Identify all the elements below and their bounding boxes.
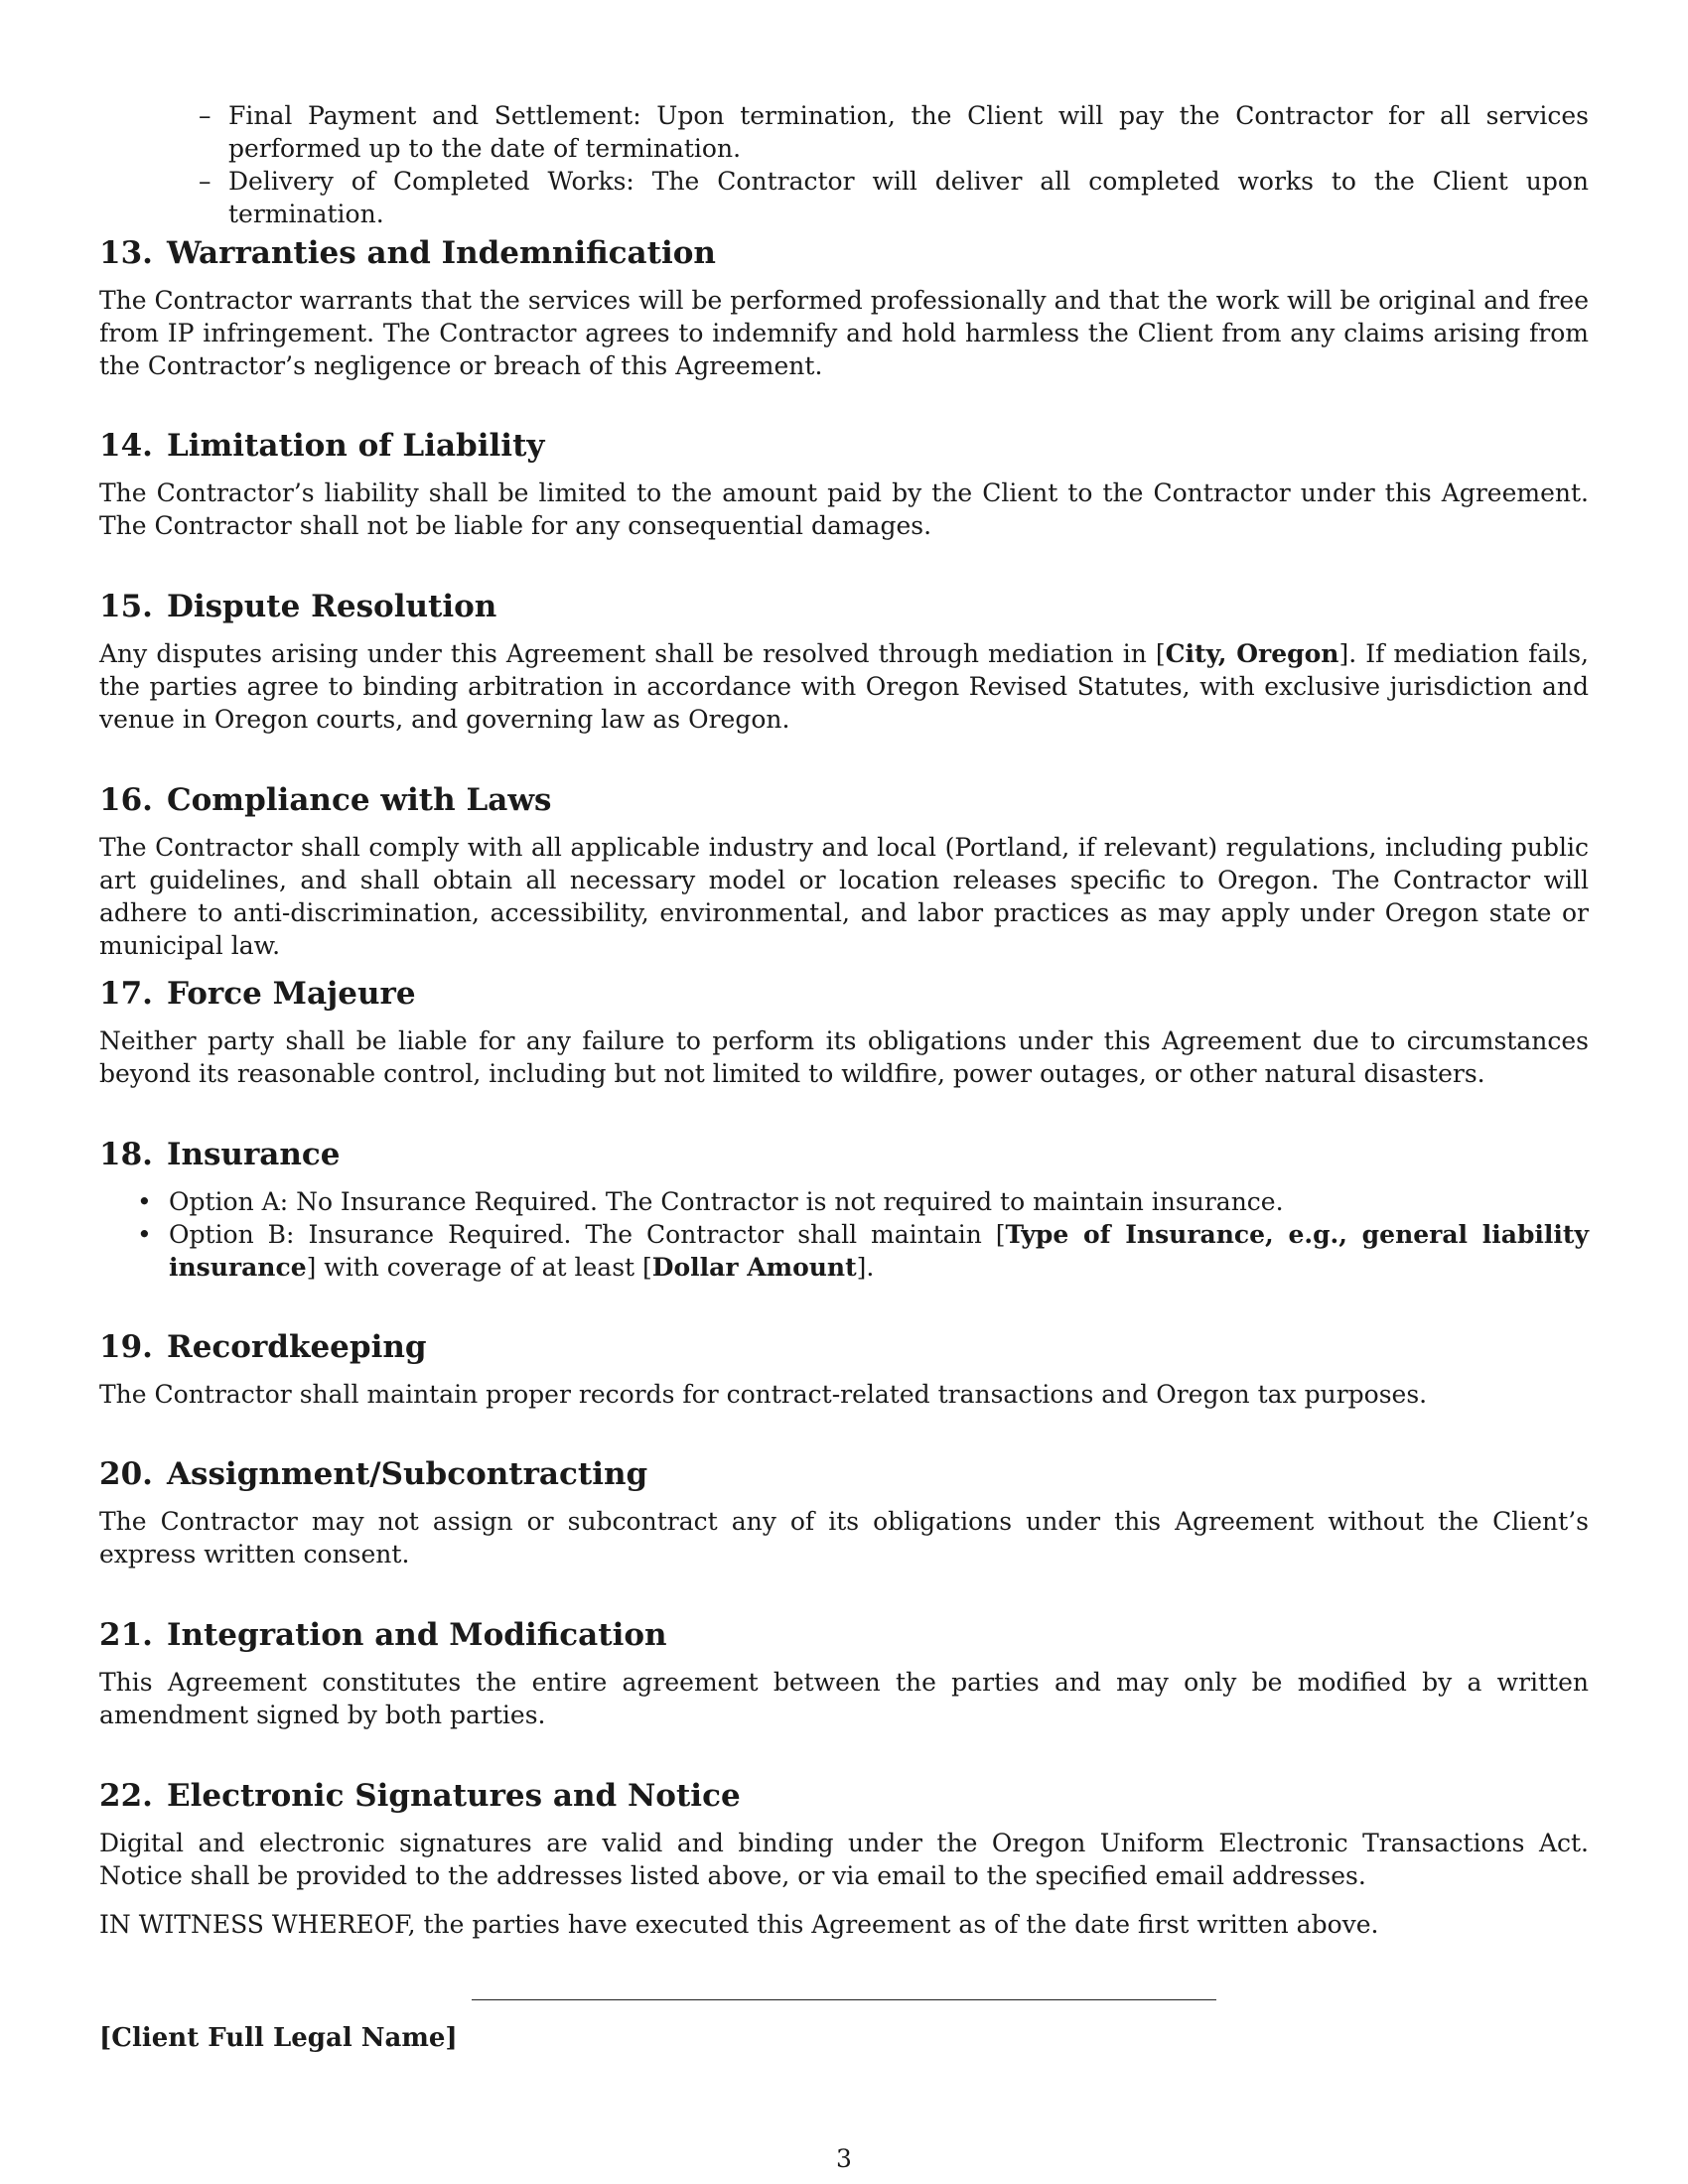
section-heading: 16. Compliance with Laws bbox=[99, 782, 552, 818]
section-22 bbox=[99, 1777, 1589, 1941]
section-heading: 17. Force Majeure bbox=[99, 976, 416, 1012]
section-heading: 21. Integration and Modification bbox=[99, 1617, 667, 1653]
section-heading: 18. Insurance bbox=[99, 1137, 341, 1172]
list-item: – Final Payment and Settlement: Upon termination, the Client will pay the Contractor for all services performed up to the date of termination. bbox=[199, 101, 1589, 163]
witness-clause: IN WITNESS WHEREOF, the parties have executed this Agreement as of the date first written above. bbox=[99, 1910, 1379, 1939]
section-19 bbox=[99, 1328, 1589, 1411]
list-item: • Option A: No Insurance Required. The Contractor is not required to maintain insurance. bbox=[137, 1187, 1284, 1216]
section-heading: 22. Electronic Signatures and Notice bbox=[99, 1778, 741, 1814]
section-heading: 14. Limitation of Liability bbox=[99, 428, 545, 464]
section-14 bbox=[99, 427, 1589, 542]
section-heading: 19. Recordkeeping bbox=[99, 1329, 427, 1365]
section-body: The Contractor shall comply with all applicable industry and local (Portland, if relevant) regulations, including public art guidelines, and shall obtain all necessary model or location releases specific to Oregon. The Contractor will adhere to anti-discrimination, accessibility, environmental, and labor practices as may apply under Oregon state or municipal law. bbox=[99, 833, 1589, 960]
section-heading: 15. Dispute Resolution bbox=[99, 589, 497, 624]
section-21 bbox=[99, 1616, 1589, 1731]
section-20 bbox=[99, 1455, 1589, 1570]
section-body: The Contractor may not assign or subcontract any of its obligations under this Agreement without the Client’s express written consent. bbox=[99, 1507, 1589, 1569]
section-18 bbox=[99, 1136, 1589, 1284]
section-body: This Agreement constitutes the entire agreement between the parties and may only be modified by a written amendment signed by both parties. bbox=[99, 1668, 1589, 1729]
signature-line bbox=[472, 1999, 1216, 2000]
signatory-name: [Client Full Legal Name] bbox=[99, 2023, 458, 2053]
section-heading: 13. Warranties and Indemnification bbox=[99, 235, 716, 271]
section-body: The Contractor’s liability shall be limited to the amount paid by the Client to the Contractor under this Agreement. The Contractor shall not be liable for any consequential damages. bbox=[99, 478, 1589, 540]
section-body: The Contractor warrants that the services will be performed professionally and that the work will be original and free from IP infringement. The Contractor agrees to indemnify and hold harmless the Client from any claims arising from the Contractor’s negligence or breach of this Agreement. bbox=[99, 286, 1589, 380]
termination-subitems bbox=[99, 99, 1589, 230]
section-17 bbox=[99, 975, 1589, 1090]
list-item: – Delivery of Completed Works: The Contractor will deliver all completed works to the Client upon termination. bbox=[199, 167, 1589, 228]
section-body: Any disputes arising under this Agreement shall be resolved through mediation in [City, Oregon]. If mediation fails, the parties agree to binding arbitration in accordance with Oregon Revised Statutes, with exclusive jurisdiction and venue in Oregon courts, and governing law as Oregon. bbox=[99, 639, 1589, 734]
section-body: Digital and electronic signatures are valid and binding under the Oregon Uniform Electronic Transactions Act. Notice shall be provided to the addresses listed above, or via email to the specified email addresses. bbox=[99, 1829, 1589, 1890]
page-number: 3 bbox=[836, 2144, 852, 2173]
section-16 bbox=[99, 781, 1589, 962]
section-15 bbox=[99, 588, 1589, 736]
list-item: • Option B: Insurance Required. The Contractor shall maintain [Type of Insurance, e.g., general liability insurance] with coverage of at least [Dollar Amount]. bbox=[137, 1220, 1589, 1282]
section-heading: 20. Assignment/Subcontracting bbox=[99, 1456, 648, 1492]
section-body: The Contractor shall maintain proper records for contract-related transactions and Oregon tax purposes. bbox=[99, 1380, 1428, 1409]
section-body: Neither party shall be liable for any failure to perform its obligations under this Agreement due to circumstances beyond its reasonable control, including but not limited to wildfire, power outages, or other natural disasters. bbox=[99, 1026, 1589, 1088]
section-13 bbox=[99, 234, 1589, 382]
